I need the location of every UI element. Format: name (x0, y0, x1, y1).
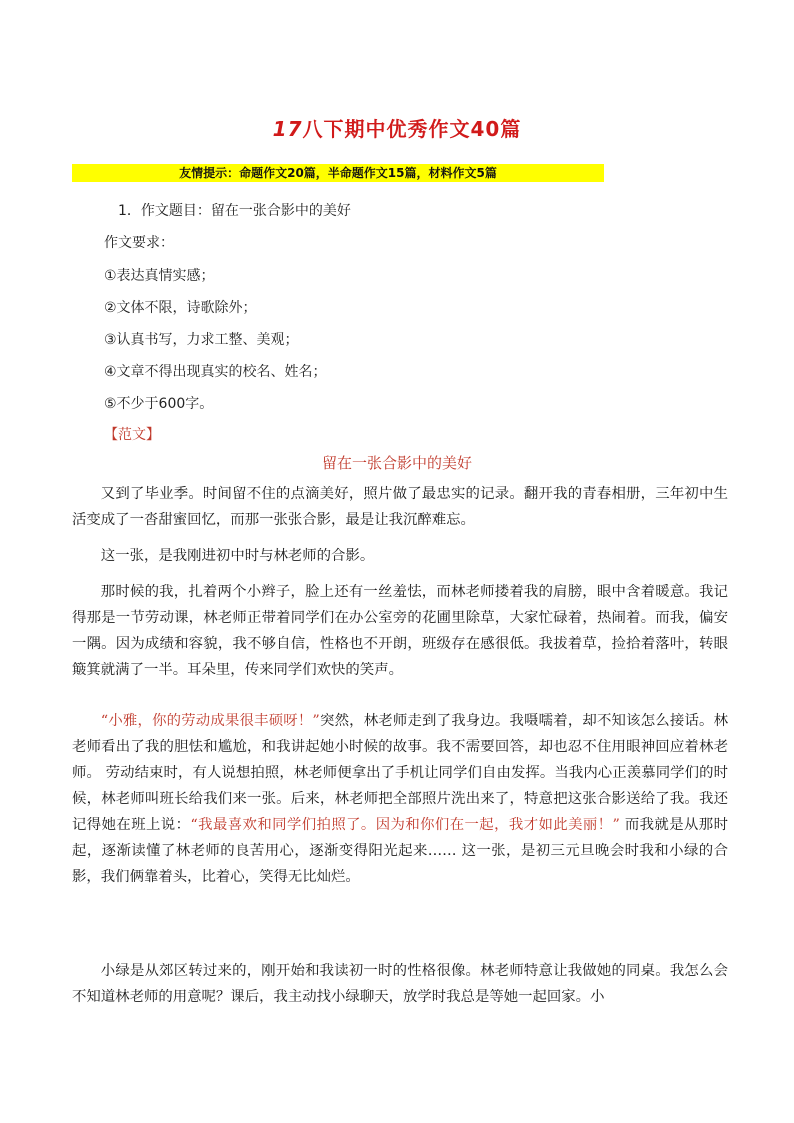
sample-essay-label: 【范文】 (104, 427, 160, 443)
essay-paragraph: 小绿是从郊区转过来的，刚开始和我读初一时的性格很像。林老师特意让我做她的同桌。我怎么会不知道林老师的用意呢？课后，我主动找小绿聊天，放学时我总是等她一起回家。小 (72, 963, 728, 1005)
tip-banner: 友情提示：命题作文20篇，半命题作文15篇，材料作文5篇 (72, 164, 604, 182)
requirement-item: ②文体不限，诗歌除外； (104, 300, 257, 316)
essay-paragraph: 那时候的我，扎着两个小辫子，脸上还有一丝羞怯，而林老师搂着我的肩膀，眼中含着暖意。我记得那是一节劳动课，林老师正带着同学们在办公室旁的花圃里除草，大家忙碌着，热闹着。而我，偏安一隅。因为成绩和容貌，我不够自信，性格也不开朗，班级存在感很低。我拔着草，捡拾着落叶，转眼簸箕就满了一半。耳朵里，传来同学们欢快的笑声。 (72, 584, 728, 678)
essay-paragraph (72, 708, 728, 890)
essay-title: 留在一张合影中的美好 (321, 454, 472, 472)
paragraph-text: 而我就是从那时起，逐渐读懂了林老师的良苦用心，逐渐变得阳光起来…… 这一张，是初三元旦晚会时我和小绿的合影，我们俩靠着头，比着心，笑得无比灿烂。 (72, 817, 728, 885)
requirement-item: ⑤不少于600字。 (104, 396, 214, 412)
quote-text: “小雅，你的劳动成果很丰硕呀！” (100, 713, 320, 729)
requirement-item: ①表达真情实感； (104, 268, 215, 284)
requirements-label: 作文要求： (104, 235, 174, 251)
requirement-item: ③认真书写，力求工整、美观； (104, 332, 299, 348)
title-number: 17 (272, 117, 303, 141)
quote-text: “我最喜欢和同学们拍照了。因为和你们在一起，我才如此美丽！” (190, 817, 620, 833)
requirement-item: ④文章不得出现真实的校名、姓名； (104, 364, 327, 380)
essay-paragraph: 这一张，是我刚进初中时与林老师的合影。 (100, 548, 375, 564)
document-title (0, 113, 794, 142)
paragraph-text: 突然，林老师走到了我身边。我嗫嚅着，却不知该怎么接话。林老师看出了我的胆怯和尴尬，和我讲起她小时候的故事。我不需要回答，却也忍不住用眼神回应着林老师。 劳动结束时，有人说想拍照，林老师便拿出了手机让同学们自由发挥。当我内心正羡慕同学们的时候，林老师叫班长给我们来一张。后来，林老师把全部照片洗出来了，特意把这张合影送给了我。我还记得她在班上说： (72, 713, 728, 833)
title-text: 八下期中优秀作文40篇 (302, 117, 522, 141)
essay-paragraph: 又到了毕业季。时间留不住的点滴美好，照片做了最忠实的记录。翻开我的青春相册，三年初中生活变成了一沓甜蜜回忆，而那一张张合影，最是让我沉醉难忘。 (72, 486, 728, 528)
essay-topic: 1．作文题目：留在一张合影中的美好 (118, 203, 351, 219)
